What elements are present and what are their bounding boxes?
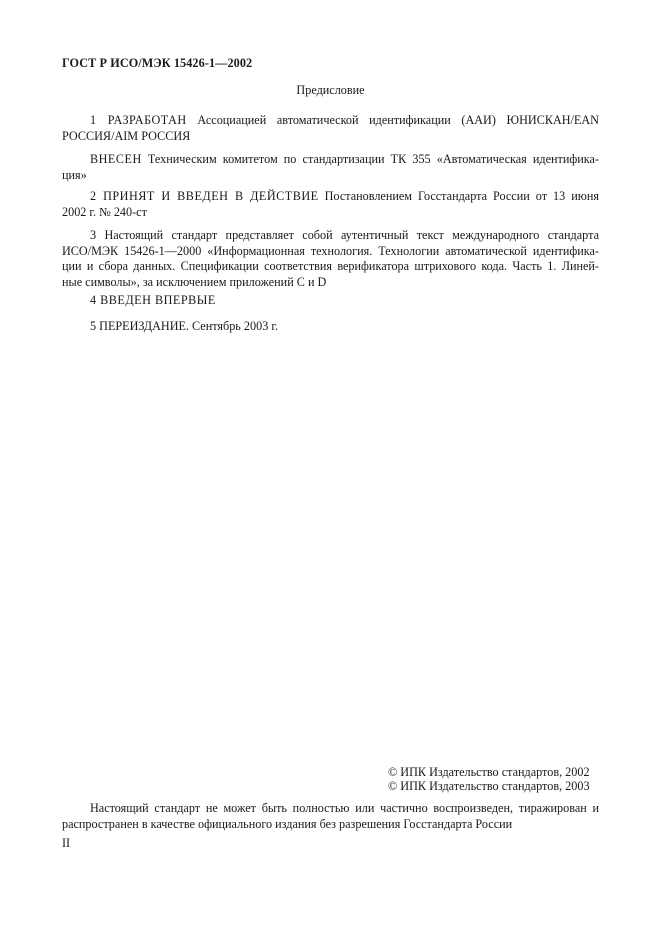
paragraph-lead: 4 ВВЕДЕН ВПЕРВЫЕ [90, 293, 216, 307]
paragraph-authentic-text [62, 228, 599, 290]
section-title: Предисловие [296, 83, 365, 97]
document-header: ГОСТ Р ИСО/МЭК 15426-1—2002 [62, 56, 253, 70]
reproduction-notice [62, 801, 599, 832]
paragraph-adopted [62, 189, 599, 220]
paragraph-lead: 1 РАЗРАБОТАН [90, 113, 187, 127]
notice-text: распространен в качестве официального издания без разрешения Госстандарта России [62, 816, 513, 831]
paragraph-first-introduced [62, 293, 599, 309]
notice-text: Настоящий стандарт не может быть полностью или частично воспроизведен, тиражирован и [90, 801, 599, 815]
paragraph-introduced [62, 152, 599, 183]
paragraph-lead: 5 ПЕРЕИЗДАНИЕ. [90, 319, 189, 333]
copyright-line: © ИПК Издательство стандартов, 2003 [388, 779, 590, 793]
paragraph-text: ные символы», за исключением приложений С и D [62, 274, 327, 289]
copyright-block [388, 765, 590, 793]
paragraph-reissue [62, 319, 599, 335]
paragraph-text: ция» [62, 167, 87, 182]
paragraph-text: РОССИЯ/AIM РОССИЯ [62, 128, 191, 143]
paragraph-lead: 2 ПРИНЯТ И ВВЕДЕН В ДЕЙСТВИЕ [90, 189, 319, 203]
paragraph-lead: ВНЕСЕН [90, 152, 142, 166]
paragraph-text: Постановлением Госстандарта России от 13 июня [318, 189, 599, 203]
paragraph-text: Ассоциацией автоматической идентификации (ААИ) ЮНИСКАН/EAN [186, 113, 599, 127]
paragraph-developed [62, 113, 599, 144]
paragraph-text: Сентябрь 2003 г. [188, 319, 279, 333]
paragraph-text: Техническим комитетом по стандартизации ТК 355 «Автоматическая идентифика- [141, 152, 599, 166]
paragraph-text: 3 Настоящий стандарт представляет собой аутентичный текст международного стандарта [90, 228, 599, 242]
paragraph-text: 2002 г. № 240-ст [62, 204, 147, 219]
copyright-line: © ИПК Издательство стандартов, 2002 [388, 765, 590, 779]
paragraph-text: ИСО/МЭК 15426-1—2000 «Информационная технология. Технологии автоматической идентифика- [62, 243, 599, 258]
page-number: II [62, 836, 71, 850]
paragraph-text: ции и сбора данных. Спецификации соответствия верификатора штрихового кода. Часть 1. Линей- [62, 259, 599, 273]
